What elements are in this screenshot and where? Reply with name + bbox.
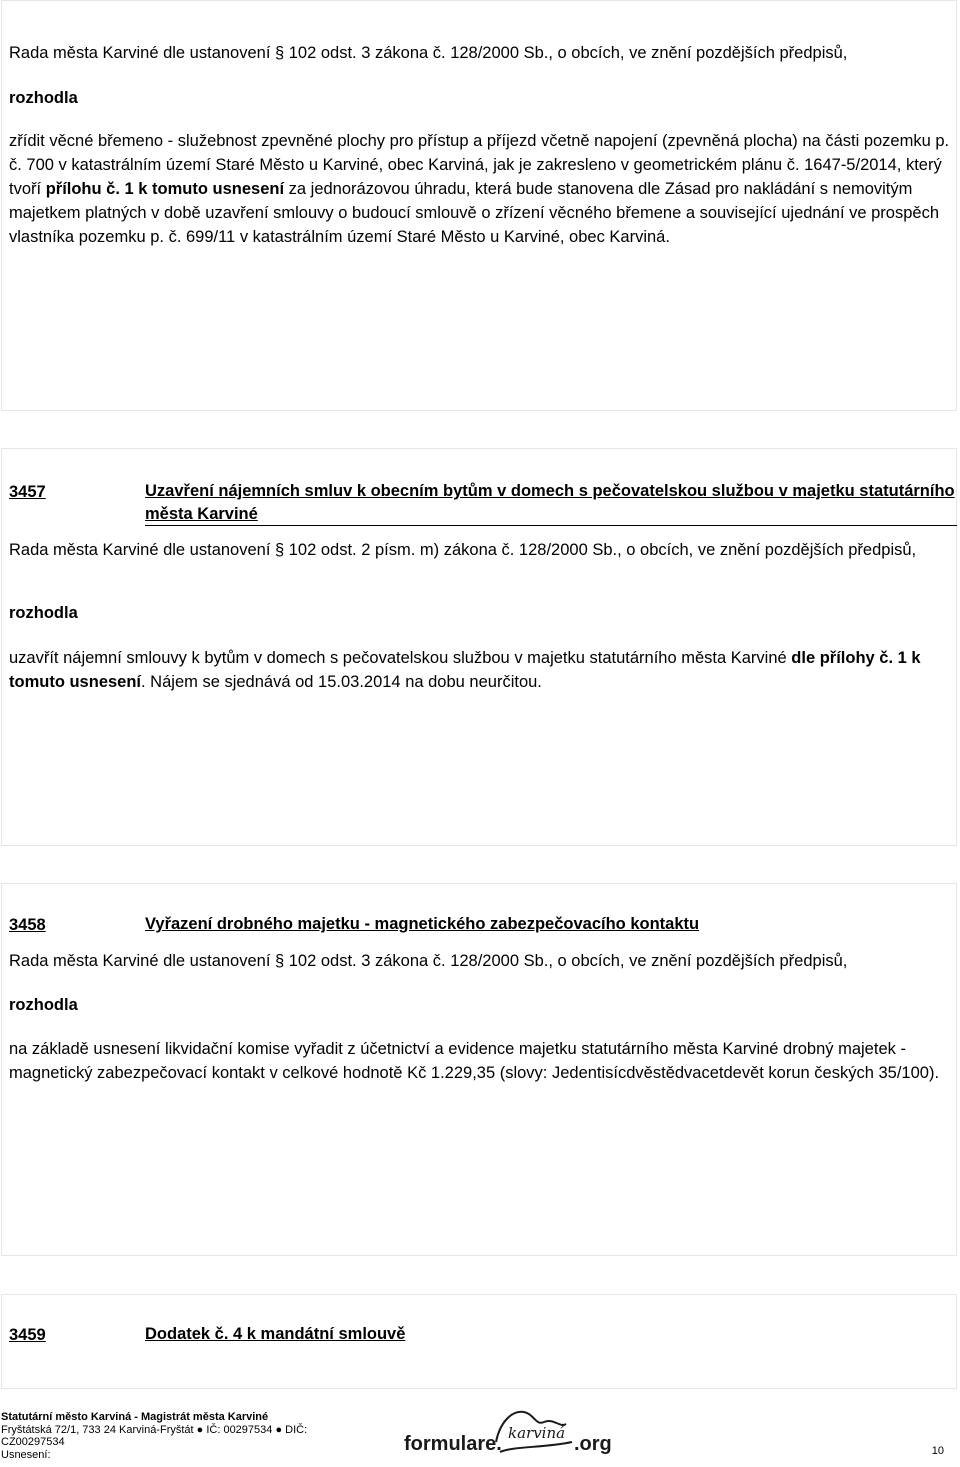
- attachment-reference: přílohu č. 1 k tomuto usnesení: [45, 180, 285, 198]
- resolution-text-part2: . Nájem se sjednává od 15.03.2014 na dobu neurčitou.: [141, 673, 542, 691]
- resolution-text-part1: uzavřít nájemní smlouvy k bytům v domech s pečovatelskou službou v majetku statutárního města Karviné: [9, 649, 792, 667]
- formulare-logo: [404, 1402, 616, 1462]
- attachment-reference: dle přílohy č. 1 k tomuto usnesení: [9, 649, 921, 691]
- resolution-number: 3459: [9, 1326, 46, 1344]
- preamble-text: Rada města Karviné dle ustanovení § 102 odst. 3 zákona č. 128/2000 Sb., o obcích, ve znění pozdějších předpisů,: [9, 952, 848, 970]
- decided-text: rozhodla: [9, 996, 78, 1014]
- resolution-text-part1: zřídit věcné břemeno - služebnost zpevněné plochy pro přístup a příjezd včetně napojení (zpevněná plocha) na části pozemku p. č. 700 v katastrálním území Staré Město u Karviné, obec Karviná, jak je zakresleno v geometrickém plánu č. 1647-5/2014, který tvoří: [9, 132, 950, 198]
- footer-address: Fryštátská 72/1, 733 24 Karviná-Fryštát ● IČ: 00297534 ● DIČ: CZ00297534: [1, 1423, 308, 1448]
- resolution-text: [9, 646, 954, 694]
- logo-text-mid: karviná: [508, 1424, 566, 1442]
- title-underline: [145, 525, 957, 526]
- resolution-number: 3458: [9, 916, 46, 934]
- resolution-number: 3457: [9, 483, 46, 501]
- resolution-title: Vyřazení drobného majetku - magnetického zabezpečovacího kontaktu: [145, 915, 700, 933]
- page-number: 10: [931, 1445, 944, 1457]
- footer-org: [1, 1411, 331, 1461]
- preamble-text: Rada města Karviné dle ustanovení § 102 odst. 3 zákona č. 128/2000 Sb., o obcích, ve znění pozdějších předpisů,: [9, 44, 848, 62]
- preamble: [9, 41, 954, 65]
- logo-text-left: formulare.: [404, 1433, 502, 1455]
- resolution-box-prev: [1, 0, 957, 411]
- resolution-title: Dodatek č. 4 k mandátní smlouvě: [145, 1325, 406, 1343]
- resolution-box-3458: [1, 883, 957, 1256]
- preamble-text: Rada města Karviné dle ustanovení § 102 odst. 2 písm. m) zákona č. 128/2000 Sb., o obcích, ve znění pozdějších předpisů,: [9, 541, 917, 559]
- decided-label: [9, 601, 954, 625]
- logo-text-right: .org: [574, 1433, 612, 1455]
- resolution-title: Uzavření nájemních smluv k obecním bytům v domech s pečovatelskou službou v majetku statutárního města Karviné: [145, 482, 955, 523]
- resolution-text: [9, 129, 954, 249]
- decided-text: rozhodla: [9, 89, 78, 107]
- resolution-text-part2: za jednorázovou úhradu, která bude stanovena dle Zásad pro nakládání s nemovitým majetkem platných v době uzavření smlouvy o budoucí smlouvě o zřízení věcného břemene a související ujednání ve prospěch vlastníka pozemku p. č. 699/11 v katastrálním území Staré Město u Karviné, obec Karviná.: [9, 180, 940, 246]
- decided-label: [9, 86, 954, 110]
- footer-org-name: Statutární město Karviná - Magistrát města Karviné: [1, 1411, 269, 1423]
- resolution-text: [9, 1037, 954, 1085]
- resolution-text-body: na základě usnesení likvidační komise vyřadit z účetnictví a evidence majetku statutárního města Karviné drobný majetek - magnetický zabezpečovací kontakt v celkové hodnotě Kč 1.229,35 (slovy: Jedentisícdvěstědvacetdevět korun českých 35/100).: [9, 1040, 940, 1082]
- decided-text: rozhodla: [9, 604, 78, 622]
- logo-graphic: [404, 1402, 616, 1462]
- logo-emblem: [496, 1412, 572, 1452]
- footer-usneseni-label: Usnesení:: [1, 1448, 51, 1461]
- decided-label: [9, 993, 954, 1017]
- preamble: [9, 949, 954, 973]
- preamble: [9, 538, 954, 562]
- resolution-box-3459: [1, 1294, 957, 1389]
- resolution-box-3457: [1, 448, 957, 846]
